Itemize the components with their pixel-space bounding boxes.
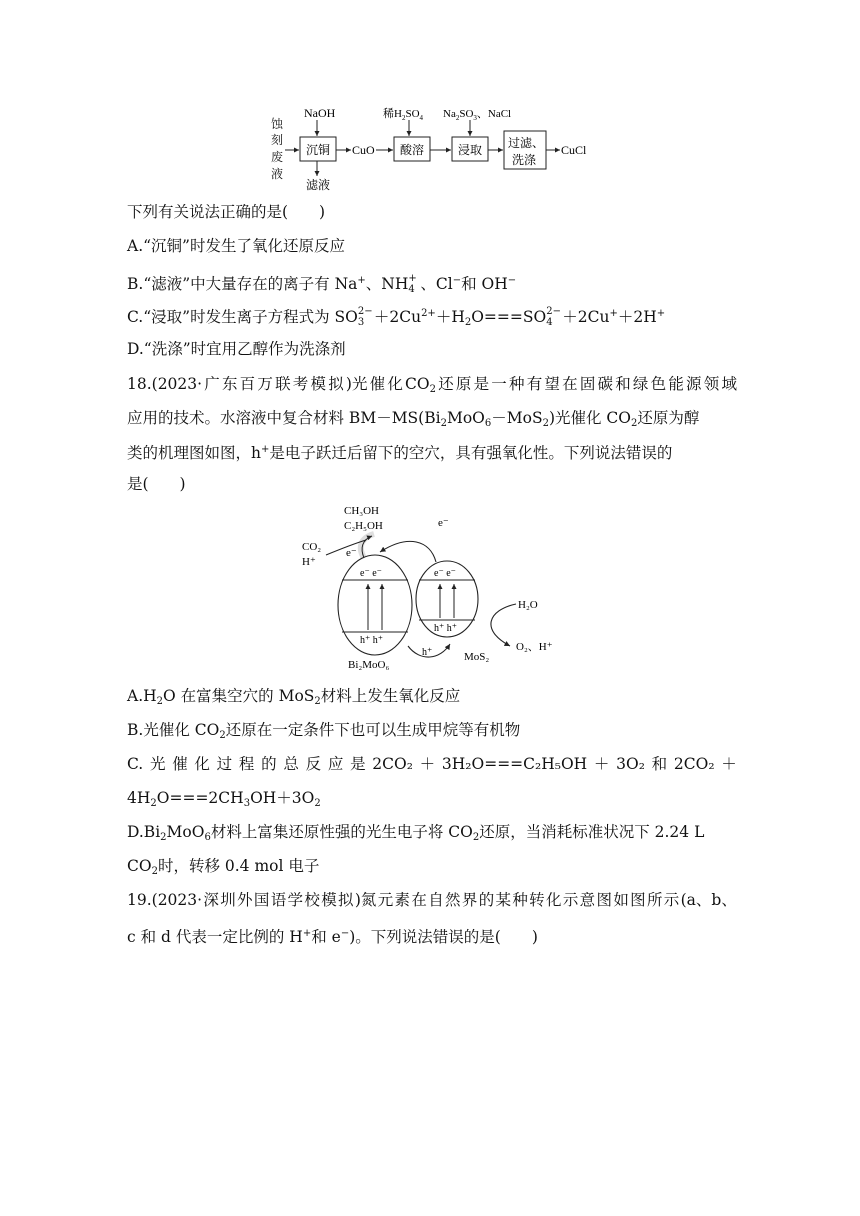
bi2moo6-electrons: e⁻ e⁻	[360, 568, 382, 579]
mos2-electrons: e⁻ e⁻	[434, 568, 456, 579]
waste-liquid-char: 刻	[271, 133, 284, 147]
q18-option-a: $A.H_2O$ 在富集空穴的 MoS$_2$材料上发生氧化反应	[127, 687, 461, 707]
q17-option-a: A.“沉铜”时发生了氧化还原反应	[127, 237, 345, 255]
ch3oh-label: CH₃OH	[344, 505, 380, 517]
h2o-label: H₂O	[518, 599, 538, 611]
bi2moo6-holes: h⁺ h⁺	[360, 635, 384, 646]
na2so3-nacl-label: $Na_2SO_3$、NaCl	[443, 108, 512, 122]
waste-liquid-char: 液	[271, 167, 284, 181]
naoh-label: NaOH	[304, 106, 336, 120]
q17-stem: 下列有关说法正确的是( )	[127, 203, 326, 221]
cuo-label: CuO	[352, 143, 375, 157]
q18-stem-line4: 是( )	[127, 475, 186, 493]
mos2-label: MoS₂	[464, 651, 490, 663]
q18-stem-line1: 18.(2023· 广 东 百 万 联 考 模 拟 )光 催 化 $CO_2$ 还 原 是 一 种 有 望 在 固 碳 和 绿 色 能 源 领 域	[127, 375, 737, 395]
photocatalysis-diagram	[298, 500, 568, 675]
suanrong-label: 酸溶	[400, 143, 425, 157]
q18-option-d-line1: $D.Bi_2MoO_6$材料上富集还原性强的光生电子将 $CO_2$还原，当消耗标准状况下 2.24 L	[127, 823, 705, 843]
mos2-holes: h⁺ h⁺	[434, 623, 458, 634]
flow-diagram	[265, 100, 605, 196]
water-oxidation-arrow	[491, 604, 516, 646]
q18-stem-line2: 应用的技术。水溶液中复合材料 $BM-MS(Bi_2MoO_6-MoS_2)$光催化 $CO_2$还原为醇	[127, 409, 700, 429]
wash-label: 洗涤	[512, 153, 537, 167]
co2-label: CO₂	[302, 541, 322, 553]
filtrate-label: 滤液	[306, 178, 331, 192]
c2h5oh-label: C₂H₅OH	[344, 520, 383, 532]
q18-option-c-line1: C. 光 催 化 过 程 的 总 反 应 是 2CO₂ ＋ 3H₂O===C₂H₅OH ＋ 3O₂ 和 2CO₂ ＋	[127, 755, 737, 773]
waste-liquid-char: 蚀	[271, 117, 284, 131]
chentong-label: 沉铜	[306, 143, 331, 157]
q18-option-b: B.光催化 $CO_2$还原在一定条件下也可以生成甲烷等有机物	[127, 721, 521, 741]
q19-stem-line1: 19.(2023· 深 圳 外 国 语 学 校 模 拟 )氮 元 素 在 自 然 界 的 某 种 转 化 示 意 图 如 图 所 示 (a、b、	[127, 891, 737, 909]
filter-label: 过滤、	[508, 136, 545, 150]
hole-transfer-label: h⁺	[422, 647, 433, 658]
cucl-label: CuCl	[561, 143, 587, 157]
bi2moo6-label: Bi₂MoO₆	[348, 659, 390, 671]
q18-option-d-line2: $CO_2$时，转移 0.4 mol 电子	[127, 857, 320, 877]
q17-option-c: C.“浸取”时发生离子方程式为 SO 2− 3 $+2Cu^{2+}+H_2O===SO$ 2− 4 ＋2Cu+＋2H+	[127, 306, 666, 328]
e-left-label: e⁻	[346, 547, 357, 559]
jinqu-label: 浸取	[458, 143, 483, 157]
q18-option-c-line2: $4H_2O===2CH_3OH+3O_2$	[127, 789, 321, 809]
q18-stem-line3: 类的机理图如图，h+是电子跃迁后留下的空穴，具有强氧化性。下列说法错误的	[127, 444, 673, 462]
waste-liquid-char: 废	[271, 150, 284, 164]
electron-transfer-arrow	[380, 541, 436, 562]
q17-option-b: B.“滤液”中大量存在的离子有 Na+、NH + 4 、Cl−和 OH−	[127, 273, 517, 295]
q17-option-d: D.“洗涤”时宜用乙醇作为洗涤剂	[127, 340, 346, 358]
e-top-label: e⁻	[438, 517, 449, 529]
o2-hplus-label: O₂、H⁺	[516, 641, 553, 653]
dilute-h2so4-label: 稀$H_2SO_4$	[383, 108, 424, 122]
hplus-label: H⁺	[302, 556, 316, 568]
q19-stem-line2: c 和 d 代表一定比例的 H+和 e−)。下列说法错误的是( )	[127, 928, 538, 946]
